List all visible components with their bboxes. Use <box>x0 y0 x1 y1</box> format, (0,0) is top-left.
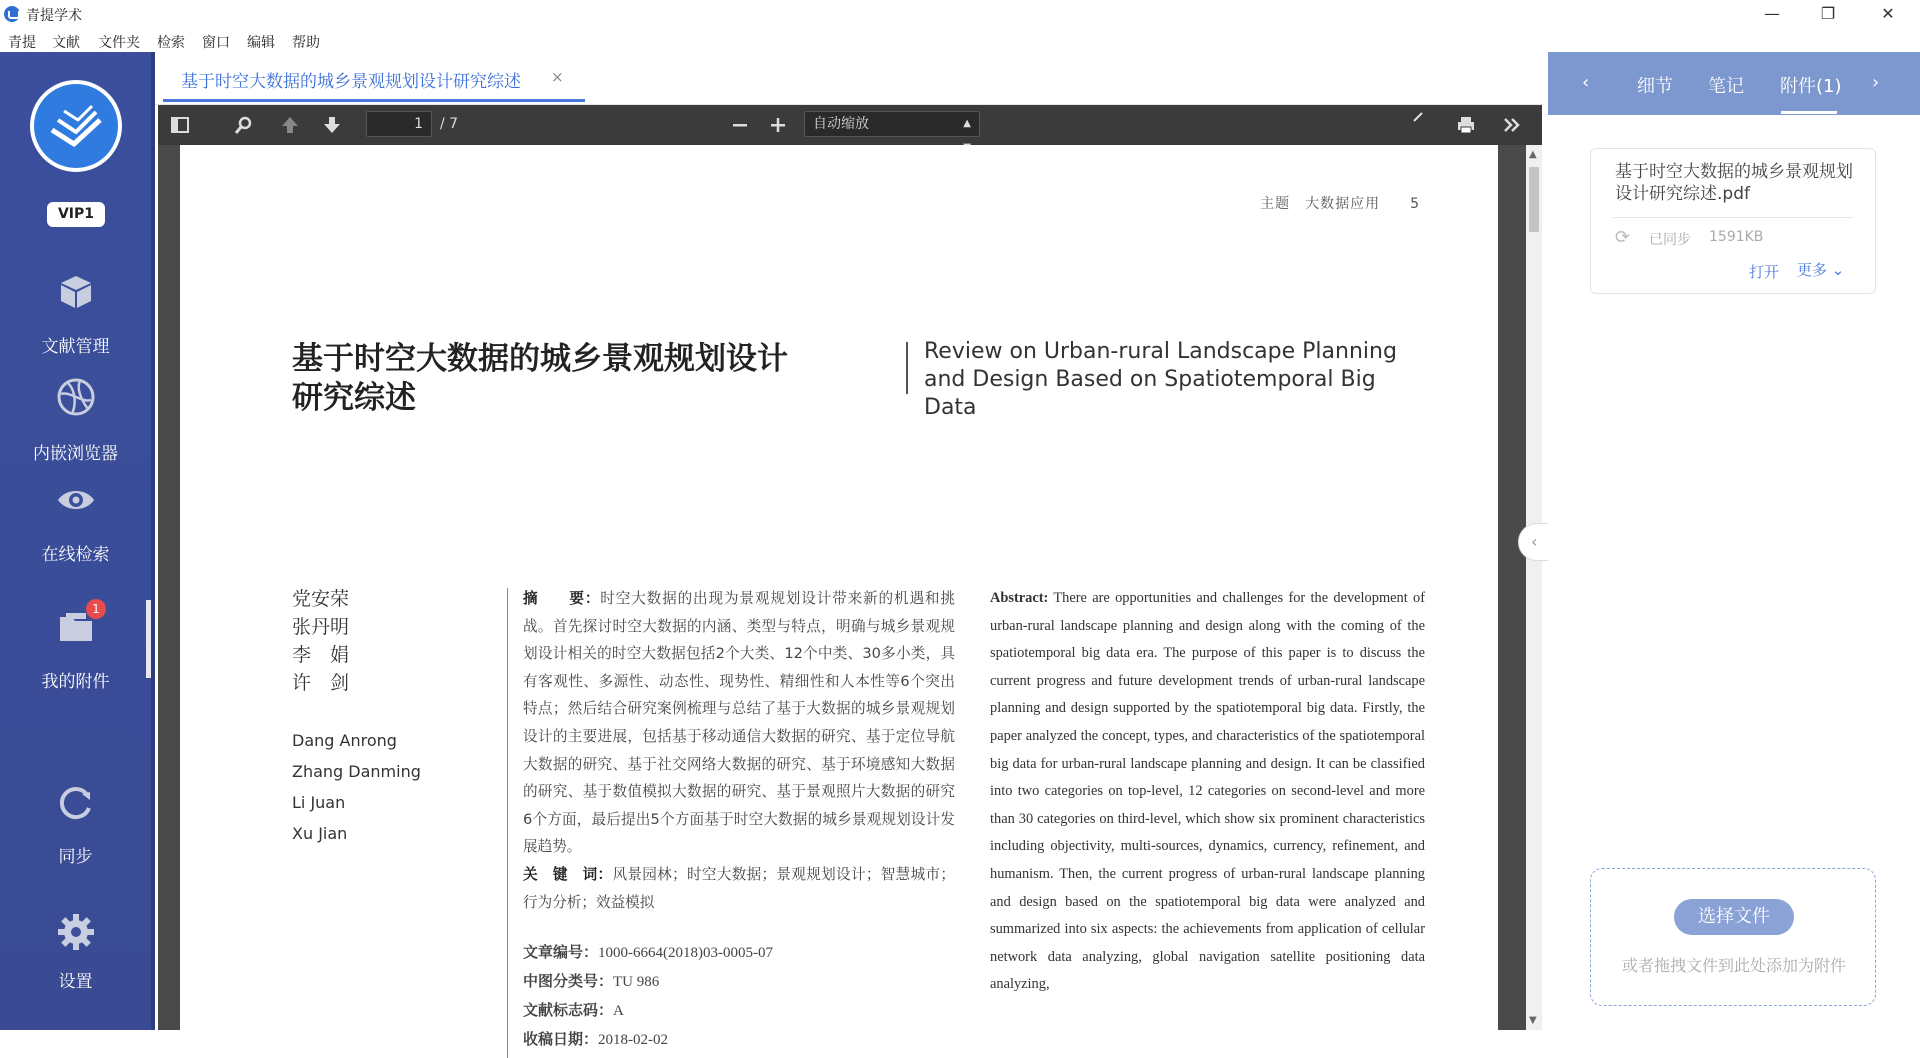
author-cn: 张丹明 <box>292 616 350 638</box>
menu-bar <box>0 28 1920 52</box>
sidebar-item-settings[interactable] <box>0 912 151 1022</box>
tab-notes[interactable]: 笔记 <box>1708 76 1744 97</box>
meta-label: 中图分类号： <box>523 972 614 990</box>
menu-window[interactable]: 窗口 <box>202 35 230 51</box>
menu-search[interactable]: 检索 <box>157 35 185 51</box>
title-bar <box>0 0 1920 28</box>
title-english: Review on Urban-rural Landscape Planning and Design Based on Spatiotemporal Big Data <box>924 339 1397 420</box>
sidebar <box>0 52 151 1030</box>
author-en: Xu Jian <box>292 824 348 843</box>
right-panel <box>1548 52 1920 1030</box>
attachment-card[interactable] <box>1590 148 1876 294</box>
panel-prev-icon[interactable]: ‹ <box>1582 72 1590 93</box>
sidebar-label-library: 文献管理 <box>41 337 110 357</box>
print-icon[interactable] <box>1456 115 1476 135</box>
sidebar-label-browser: 内嵌浏览器 <box>33 444 118 464</box>
abstract-rule <box>507 588 508 1058</box>
article-meta <box>523 938 963 1054</box>
sidebar-item-library[interactable] <box>0 272 151 382</box>
sidebar-item-online-search[interactable] <box>0 480 151 590</box>
meta-row <box>523 938 963 967</box>
sidebar-item-attachments[interactable] <box>0 602 151 717</box>
right-panel-header <box>1548 52 1920 115</box>
sidebar-toggle-icon[interactable] <box>170 115 190 135</box>
open-attachment-link[interactable]: 打开 <box>1749 263 1780 281</box>
book-icon <box>48 100 104 152</box>
vip-badge: VIP1 <box>47 202 105 227</box>
more-actions-link[interactable]: 更多 ⌄ <box>1797 261 1845 279</box>
document-tabs <box>155 52 1543 105</box>
title-divider <box>906 342 908 394</box>
synced-icon: ⟳ <box>1615 227 1631 248</box>
attachment-count-badge: 1 <box>86 599 106 619</box>
keywords-text: 风景园林；时空大数据；景观规划设计；智慧城市；行为分析；效益模拟 <box>523 865 955 911</box>
gear-icon <box>56 912 96 952</box>
zoom-out-icon[interactable] <box>730 115 750 135</box>
choose-file-button[interactable]: 选择文件 <box>1674 899 1794 935</box>
browser-icon <box>56 377 96 417</box>
document-tab[interactable] <box>163 52 585 102</box>
meta-value: A <box>613 1003 624 1019</box>
active-tab-indicator <box>1781 111 1837 114</box>
meta-row <box>523 996 963 1025</box>
page-total: / 7 <box>440 116 459 132</box>
sidebar-label-online-search: 在线检索 <box>41 545 110 565</box>
author-en: Dang Anrong <box>292 731 397 750</box>
abstract-text: 时空大数据的出现为景观规划设计带来新的机遇和挑战。首先探讨时空大数据的内涵、类型与特点，明确与城乡景观规划设计相关的时空大数据包括2个大类、12个中类、30多小类，具有客观性、多源性、动态性、现势性、精细性和人本性等6个突出特点；然后结合研究案例梳理与总结了基于大数据的城乡景观规划设计的主要进展，包括基于移动通信大数据的研究、基于定位导航大数据的研究、基于社交网络大数据的研究、基于环境感知大数据的研究、基于数值模拟大数据的研究、基于景观照片大数据的研究6个方面，最后提出5个方面基于时空大数据的城乡景观规划设计发展趋势。 <box>523 590 955 856</box>
drop-hint: 或者拖拽文件到此处添加为附件 <box>1621 956 1846 975</box>
title-chinese: 基于时空大数据的城乡景观规划设计研究综述 <box>292 341 788 416</box>
abstract-chinese <box>523 585 955 916</box>
next-page-icon[interactable] <box>322 115 342 135</box>
scroll-down-icon[interactable]: ▼ <box>1529 1015 1537 1026</box>
tools-expand-icon[interactable] <box>1502 115 1522 135</box>
sidebar-label-attachments: 我的附件 <box>41 672 110 692</box>
zoom-select-value: 自动缩放 <box>813 116 869 132</box>
abstract-label: 摘 要： <box>523 590 601 607</box>
authors-chinese <box>292 585 349 697</box>
eye-icon <box>56 480 96 520</box>
app-logo-icon <box>4 6 20 22</box>
pdf-scrollbar[interactable] <box>1526 145 1542 1030</box>
author-cn: 党安荣 <box>292 588 350 610</box>
sync-status: 已同步 <box>1649 232 1691 248</box>
menu-literature[interactable]: 文献 <box>52 35 80 51</box>
meta-row <box>523 1025 963 1054</box>
app-title: 青提学术 <box>26 8 82 24</box>
meta-label: 文献标志码： <box>523 1001 614 1019</box>
pdf-toolbar <box>158 105 1542 145</box>
meta-value: TU 986 <box>613 974 660 990</box>
keywords-label: 关 键 词： <box>523 865 613 883</box>
close-window-button[interactable]: ✕ <box>1881 4 1895 23</box>
meta-label: 收稿日期： <box>523 1030 599 1048</box>
meta-row <box>523 967 963 996</box>
attachment-dropzone[interactable] <box>1590 868 1876 1006</box>
page-number-input[interactable]: 1 <box>366 111 432 137</box>
document-tab-label: 基于时空大数据的城乡景观规划设计研究综述 <box>181 72 521 92</box>
zoom-select[interactable] <box>804 111 980 137</box>
file-size: 1591KB <box>1709 229 1764 245</box>
meta-value: 2018-02-02 <box>598 1032 669 1048</box>
chevron-left-icon[interactable]: ‹ <box>1531 532 1538 551</box>
zoom-in-icon[interactable] <box>768 115 788 135</box>
find-icon[interactable] <box>234 115 254 135</box>
menu-edit[interactable]: 编辑 <box>247 35 275 51</box>
app-brand-logo <box>30 80 122 172</box>
authors-english <box>292 725 421 849</box>
previous-page-icon[interactable] <box>280 115 300 135</box>
tab-details[interactable]: 细节 <box>1637 76 1673 97</box>
author-cn: 许 剑 <box>292 672 350 694</box>
abstract-en-label: Abstract: <box>990 590 1049 606</box>
card-divider <box>1613 217 1853 218</box>
sidebar-divider <box>151 52 155 1030</box>
pdf-page <box>180 145 1498 1048</box>
sync-icon <box>56 782 96 822</box>
abstract-en-text: There are opportunities and challenges for the development of urban-rural landscape planning and design along with the coming of the spatiotemporal big data era. The purpose of this paper is to discuss the current progress and future development trends of urban-rural landscape planning and design supported by the spatiotemporal big data. Firstly, the paper analyzed the concept, types, and characteristics of the spatiotemporal big data for urban-rural landscape planning and design. It can be classified into two categories on top-level, 12 categories on second-level and more than 30 categories on third-level, which show six prominent characteristics including objectivity, multi-sources, dynamics, currency, refinement, and humanism. Then, the current progress of urban-rural landscape planning and design based on the spatiotemporal big data were analyzed and summarized into six aspects: the achievements from application of cellular network data analyzing, global navigation satellite positioning data analyzing, <box>990 590 1426 993</box>
author-cn: 李 娟 <box>292 644 350 666</box>
menu-folder[interactable]: 文件夹 <box>98 35 140 51</box>
menu-qingti[interactable]: 青提 <box>8 35 36 51</box>
pdf-viewport[interactable] <box>158 145 1542 1048</box>
scroll-thumb[interactable] <box>1529 167 1539 232</box>
sidebar-label-settings: 设置 <box>58 972 93 992</box>
abstract-english <box>990 585 1425 999</box>
meta-label: 文章编号： <box>523 943 599 961</box>
minimize-button[interactable]: — <box>1764 4 1780 23</box>
sidebar-item-browser[interactable] <box>0 377 151 487</box>
tab-attachments[interactable]: 附件(1) <box>1780 76 1842 97</box>
attachment-file-name: 基于时空大数据的城乡景观规划设计研究综述.pdf <box>1615 162 1853 204</box>
meta-value: 1000-6664(2018)03-0005-07 <box>598 945 773 961</box>
menu-help[interactable]: 帮助 <box>292 35 320 51</box>
author-en: Li Juan <box>292 793 346 812</box>
updown-arrow-icon: ▲ <box>963 118 971 129</box>
maximize-button[interactable]: ❐ <box>1820 4 1836 23</box>
sidebar-item-sync[interactable] <box>0 782 151 892</box>
sidebar-label-sync: 同步 <box>58 847 93 867</box>
panel-next-icon[interactable]: › <box>1872 72 1880 93</box>
annotate-icon[interactable] <box>1408 107 1428 127</box>
close-tab-icon[interactable]: × <box>551 68 564 86</box>
scroll-up-icon[interactable]: ▲ <box>1529 149 1537 160</box>
running-head: 主题 大数据应用 5 <box>1260 196 1420 212</box>
author-en: Zhang Danming <box>292 762 421 781</box>
cube-icon <box>56 272 96 312</box>
